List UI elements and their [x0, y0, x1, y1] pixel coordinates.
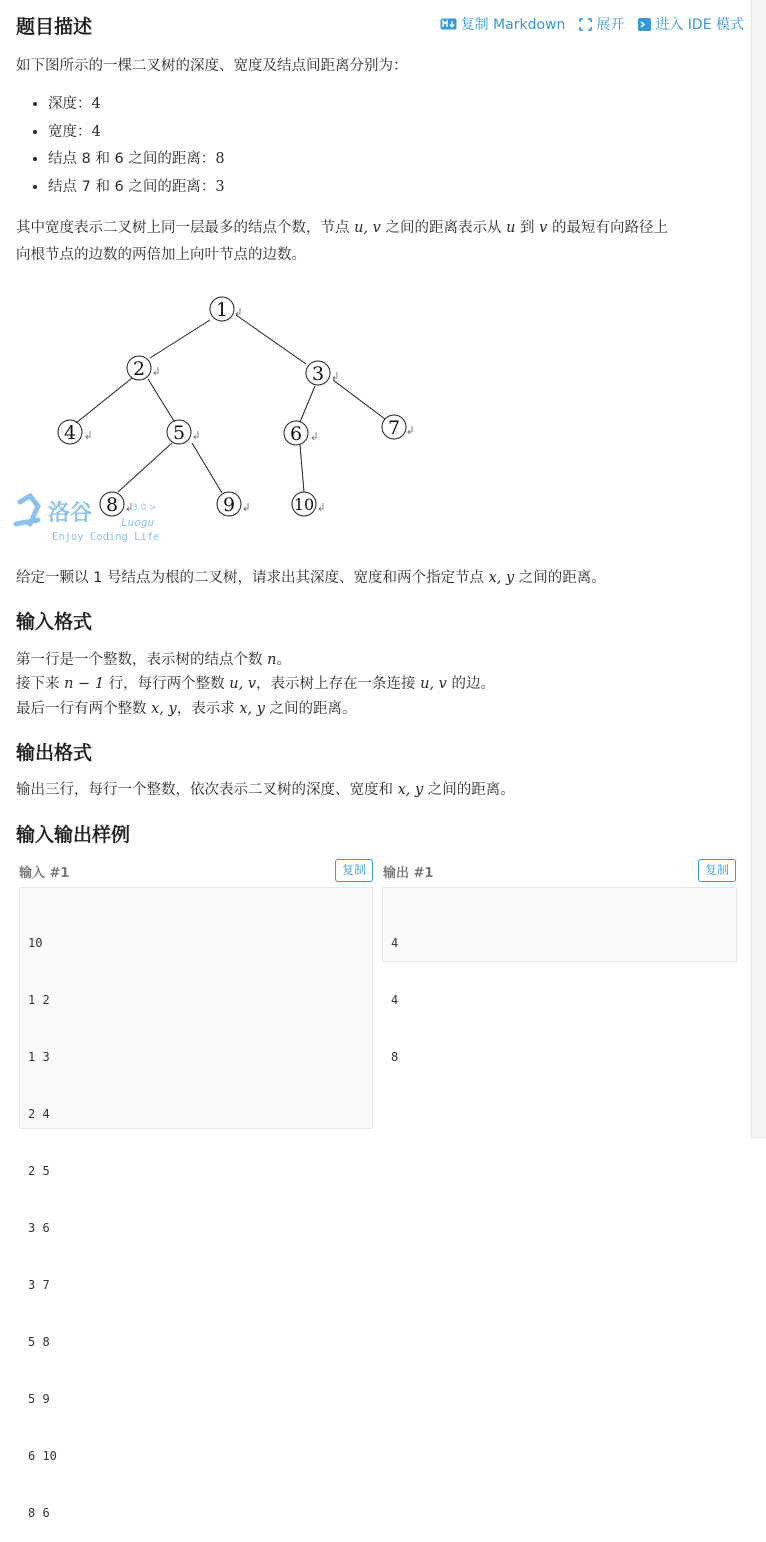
- luogu-watermark: [16, 496, 159, 543]
- copy-markdown-label: 复制 Markdown: [460, 17, 566, 33]
- input-format-line2: 接下来 n − 1 行，每行两个整数 u, v，表示树上存在一条连接 u, v 的边。: [16, 676, 495, 692]
- code-line: 5 8: [28, 1335, 50, 1349]
- binary-tree-figure: [0, 280, 460, 550]
- width-distance-paragraph-line2: 向根节点的边数的两倍加上向叶节点的边数。: [16, 247, 306, 263]
- tree-edge-3-7: [333, 380, 385, 419]
- sample-output-label: 输出 #1: [383, 866, 434, 881]
- section-title-description: 题目描述: [16, 16, 93, 38]
- code-line: 5 9: [28, 1392, 50, 1406]
- list-item: • 宽度：4: [48, 119, 225, 147]
- list-item: • 结点 8 和 6 之间的距离：8: [48, 146, 225, 174]
- sample-input-code[interactable]: [19, 887, 373, 1520]
- copy-input-button[interactable]: 复制: [335, 859, 373, 882]
- tree-edge-2-5: [148, 379, 174, 421]
- list-item: • 结点 7 和 6 之间的距离：3: [48, 174, 225, 202]
- tree-node-label: 10: [293, 495, 315, 514]
- tree-node-label: 1: [215, 299, 229, 321]
- expand-label: 展开: [596, 17, 625, 33]
- toolbar: [440, 14, 744, 34]
- input-format-line3: 最后一行有两个整数 x, y，表示求 x, y 之间的距离。: [16, 701, 357, 717]
- section-title-samples: 输入输出样例: [16, 824, 131, 846]
- tree-stats-list: [16, 91, 225, 201]
- sample-output-code[interactable]: [382, 887, 737, 1064]
- watermark-slogan: Enjoy Coding Life: [52, 531, 160, 543]
- code-line: 2 4: [28, 1107, 50, 1121]
- luogu-logo-icon: [16, 496, 38, 524]
- code-line: 4: [391, 936, 399, 950]
- tree-node-label: 4: [63, 422, 77, 444]
- tree-edge-2-4: [76, 378, 132, 423]
- tree-edge-1-3: [236, 315, 306, 364]
- code-line: 8 6: [28, 1506, 50, 1520]
- watermark-version: 3.0 >: [132, 503, 157, 513]
- tree-node-label: 9: [222, 494, 236, 516]
- code-line: 1 2: [28, 993, 50, 1007]
- tree-node-label: 8: [105, 494, 119, 516]
- code-line: 4: [391, 993, 399, 1007]
- ide-mode-label: 进入 IDE 模式: [655, 17, 744, 33]
- terminal-icon: [638, 18, 651, 31]
- list-item: • 深度：4: [48, 91, 225, 119]
- tree-edge-5-8: [118, 443, 172, 492]
- section-title-input-format: 输入格式: [16, 611, 93, 633]
- tree-edge-5-9: [192, 443, 222, 493]
- code-line: 3 6: [28, 1221, 50, 1235]
- section-title-output-format: 输出格式: [16, 742, 93, 764]
- code-line: 1 3: [28, 1050, 50, 1064]
- watermark-latin: Luogu: [121, 516, 155, 529]
- tree-node-label: 7: [387, 417, 401, 439]
- expand-icon: [579, 18, 592, 31]
- input-format-line1: 第一行是一个整数，表示树的结点个数 n。: [16, 652, 291, 668]
- tree-node-label: 2: [132, 358, 146, 380]
- scrollbar-track[interactable]: [751, 0, 766, 1139]
- tree-edge-6-10: [300, 445, 304, 492]
- tree-node-label: 6: [289, 423, 303, 445]
- tree-edge-1-2: [150, 320, 210, 358]
- return-mark-icons: [86, 308, 412, 511]
- code-line: 3 7: [28, 1278, 50, 1292]
- intro-text: 如下图所示的一棵二叉树的深度、宽度及结点间距离分别为：: [16, 58, 408, 74]
- output-format-line1: 输出三行，每行一个整数，依次表示二叉树的深度、宽度和 x, y 之间的距离。: [16, 782, 515, 798]
- code-line: 10: [28, 936, 43, 950]
- given-paragraph: 给定一颗以 1 号结点为根的二叉树，请求出其深度、宽度和两个指定节点 x, y 之间的距离。: [16, 570, 606, 586]
- sample-input-label: 输入 #1: [19, 866, 70, 881]
- code-line: 8: [391, 1050, 399, 1064]
- code-line: 2 5: [28, 1164, 50, 1178]
- expand-button[interactable]: [579, 14, 624, 34]
- tree-node-label: 5: [172, 422, 186, 444]
- copy-markdown-button[interactable]: [440, 14, 566, 34]
- watermark-main: 洛谷: [48, 501, 93, 526]
- copy-output-button[interactable]: 复制: [698, 859, 736, 882]
- width-distance-paragraph: 其中宽度表示二叉树上同一层最多的结点个数，节点 u, v 之间的距离表示从 u 到 v 的最短有向路径上: [16, 220, 668, 236]
- tree-node-label: 3: [311, 363, 325, 385]
- ide-mode-button[interactable]: [638, 14, 744, 34]
- tree-edge-3-6: [300, 386, 315, 422]
- markdown-icon: [440, 18, 457, 30]
- code-line: 6 10: [28, 1449, 57, 1463]
